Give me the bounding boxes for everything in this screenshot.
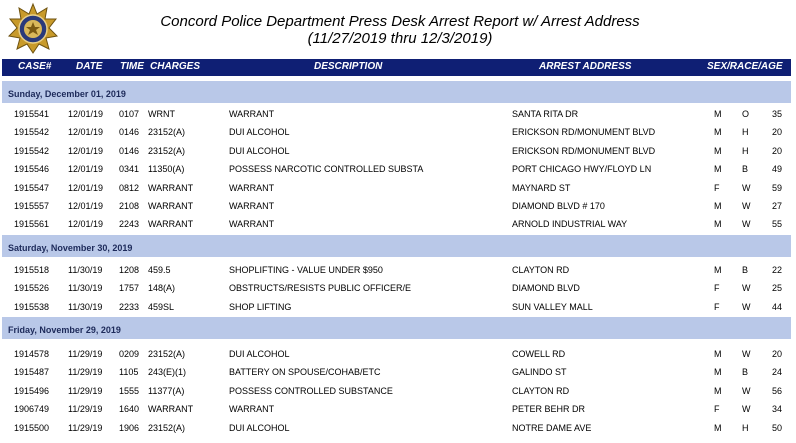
arrest-time-cell: 0146 xyxy=(119,145,140,156)
col-description: DESCRIPTION xyxy=(314,61,383,72)
table-row xyxy=(2,123,791,141)
charge-description-cell: SHOP LIFTING xyxy=(229,301,292,312)
arrest-date-cell: 11/29/19 xyxy=(68,367,103,378)
arrest-address-cell: DIAMOND BLVD # 170 xyxy=(512,201,605,211)
arrest-date-cell: 12/01/19 xyxy=(68,201,104,211)
arrest-date-cell: 11/29/19 xyxy=(68,404,103,415)
case-number-cell: 1915541 xyxy=(14,109,50,119)
charge-code-cell: WARRANT xyxy=(148,404,194,415)
arrest-address-cell: ERICKSON RD/MONUMENT BLVD xyxy=(512,145,656,156)
charge-description-cell: WARRANT xyxy=(229,219,275,230)
arrest-date-cell: 12/01/19 xyxy=(68,219,104,230)
arrest-time-cell: 0107 xyxy=(119,109,140,119)
table-row xyxy=(2,215,791,233)
arrest-address-cell: CLAYTON RD xyxy=(512,265,570,275)
age-cell: 24 xyxy=(772,367,783,378)
charge-code-cell: 243(E)(1) xyxy=(148,367,187,378)
arrest-time-cell: 1640 xyxy=(119,404,140,415)
police-badge-icon xyxy=(4,2,62,54)
group-date-label: Saturday, November 30, 2019 xyxy=(8,243,133,253)
arrest-time-cell: 0146 xyxy=(119,127,140,138)
charge-code-cell: 11350(A) xyxy=(148,164,185,175)
arrest-date-cell: 12/01/19 xyxy=(68,109,104,119)
charge-code-cell: 11377(A) xyxy=(148,385,185,396)
arrest-address-cell: COWELL RD xyxy=(512,349,566,359)
arrest-date-cell: 11/30/19 xyxy=(68,283,103,294)
sex-cell: M xyxy=(714,127,722,138)
arrest-time-cell: 1555 xyxy=(119,385,140,396)
table-row xyxy=(2,105,791,123)
age-cell: 20 xyxy=(772,145,783,156)
table-row xyxy=(2,160,791,178)
case-number-cell: 1915487 xyxy=(14,367,50,378)
arrest-date-cell: 11/29/19 xyxy=(68,422,103,433)
charge-description-cell: DUI ALCOHOL xyxy=(229,145,290,156)
table-row xyxy=(2,400,791,418)
col-time: TIME xyxy=(120,61,144,72)
charge-code-cell: 23152(A) xyxy=(148,349,186,359)
table-row xyxy=(2,197,791,215)
charge-code-cell: 459.5 xyxy=(148,265,171,275)
charge-description-cell: DUI ALCOHOL xyxy=(229,127,290,138)
table-row xyxy=(2,419,791,437)
charge-code-cell: 23152(A) xyxy=(148,127,186,138)
charge-code-cell: WRNT xyxy=(148,109,175,119)
race-cell: B xyxy=(742,164,749,175)
arrest-date-cell: 12/01/19 xyxy=(68,182,104,193)
col-charges: CHARGES xyxy=(150,61,201,72)
sex-cell: M xyxy=(714,422,722,433)
charge-description-cell: WARRANT xyxy=(229,109,275,119)
charge-description-cell: DUI ALCOHOL xyxy=(229,422,290,433)
case-number-cell: 1915561 xyxy=(14,219,50,230)
case-number-cell: 1906749 xyxy=(14,404,50,415)
sex-cell: F xyxy=(714,301,720,312)
arrest-address-cell: SUN VALLEY MALL xyxy=(512,301,593,312)
case-number-cell: 1915542 xyxy=(14,127,50,138)
case-number-cell: 1915542 xyxy=(14,145,50,156)
charge-description-cell: POSSESS NARCOTIC CONTROLLED SUBSTA xyxy=(229,164,424,175)
age-cell: 22 xyxy=(772,265,783,275)
race-cell: W xyxy=(742,219,751,230)
arrest-time-cell: 1906 xyxy=(119,422,140,433)
race-cell: H xyxy=(742,145,749,156)
sex-cell: M xyxy=(714,109,722,119)
sex-cell: M xyxy=(714,145,722,156)
race-cell: W xyxy=(742,349,751,359)
race-cell: W xyxy=(742,301,751,312)
sex-cell: M xyxy=(714,164,722,175)
age-cell: 59 xyxy=(772,182,783,193)
arrest-address-cell: GALINDO ST xyxy=(512,367,567,378)
table-row xyxy=(2,345,791,363)
sex-cell: M xyxy=(714,201,722,211)
race-cell: W xyxy=(742,201,751,211)
charge-description-cell: WARRANT xyxy=(229,201,275,211)
arrest-date-cell: 12/01/19 xyxy=(68,127,104,138)
race-cell: W xyxy=(742,283,751,294)
table-row xyxy=(2,179,791,197)
table-row xyxy=(2,298,791,316)
table-row xyxy=(2,261,791,279)
charge-description-cell: DUI ALCOHOL xyxy=(229,349,290,359)
case-number-cell: 1915557 xyxy=(14,201,50,211)
arrest-date-cell: 12/01/19 xyxy=(68,164,104,175)
race-cell: W xyxy=(742,182,751,193)
charge-code-cell: WARRANT xyxy=(148,201,194,211)
col-case: CASE# xyxy=(18,61,52,72)
arrest-date-cell: 11/29/19 xyxy=(68,385,103,396)
charge-description-cell: POSSESS CONTROLLED SUBSTANCE xyxy=(229,385,393,396)
race-cell: W xyxy=(742,404,751,415)
sex-cell: F xyxy=(714,182,720,193)
case-number-cell: 1915546 xyxy=(14,164,50,175)
arrest-time-cell: 1105 xyxy=(119,367,139,378)
race-cell: B xyxy=(742,367,749,378)
case-number-cell: 1915496 xyxy=(14,385,50,396)
col-sex-race-age: SEX/RACE/AGE xyxy=(707,61,783,72)
table-row xyxy=(2,382,791,400)
sex-cell: M xyxy=(714,265,722,275)
group-header xyxy=(2,235,791,257)
case-number-cell: 1915500 xyxy=(14,422,50,433)
group-header xyxy=(2,81,791,103)
arrest-address-cell: CLAYTON RD xyxy=(512,385,570,396)
case-number-cell: 1915526 xyxy=(14,283,50,294)
arrest-address-cell: DIAMOND BLVD xyxy=(512,283,580,294)
arrest-time-cell: 0341 xyxy=(119,164,140,175)
group-date-label: Friday, November 29, 2019 xyxy=(8,325,121,335)
charge-code-cell: 23152(A) xyxy=(148,422,186,433)
age-cell: 56 xyxy=(772,385,783,396)
race-cell: O xyxy=(742,109,750,119)
age-cell: 55 xyxy=(772,219,783,230)
arrest-address-cell: MAYNARD ST xyxy=(512,182,571,193)
arrest-address-cell: NOTRE DAME AVE xyxy=(512,422,592,433)
group-date-label: Sunday, December 01, 2019 xyxy=(8,89,126,99)
arrest-address-cell: SANTA RITA DR xyxy=(512,109,579,119)
race-cell: B xyxy=(742,265,749,275)
arrest-address-cell: ERICKSON RD/MONUMENT BLVD xyxy=(512,127,656,138)
charge-description-cell: WARRANT xyxy=(229,182,275,193)
arrest-address-cell: ARNOLD INDUSTRIAL WAY xyxy=(512,219,628,230)
arrest-time-cell: 2243 xyxy=(119,219,140,230)
table-row xyxy=(2,279,791,297)
race-cell: W xyxy=(742,385,751,396)
sex-cell: M xyxy=(714,219,722,230)
arrest-time-cell: 2233 xyxy=(119,301,140,312)
arrest-time-cell: 0812 xyxy=(119,182,140,193)
arrest-time-cell: 2108 xyxy=(119,201,140,211)
charge-code-cell: WARRANT xyxy=(148,182,194,193)
report-date-range: (11/27/2019 thru 12/3/2019) xyxy=(307,30,493,47)
charge-code-cell: 459SL xyxy=(148,301,175,312)
age-cell: 44 xyxy=(772,301,783,312)
charge-code-cell: WARRANT xyxy=(148,219,194,230)
case-number-cell: 1915547 xyxy=(14,182,50,193)
age-cell: 34 xyxy=(772,404,783,415)
charge-description-cell: OBSTRUCTS/RESISTS PUBLIC OFFICER/E xyxy=(229,283,412,294)
arrest-date-cell: 11/30/19 xyxy=(68,265,103,275)
table-header xyxy=(2,59,791,76)
age-cell: 50 xyxy=(772,422,783,433)
age-cell: 27 xyxy=(772,201,783,211)
arrest-address-cell: PORT CHICAGO HWY/FLOYD LN xyxy=(512,164,652,175)
charge-description-cell: BATTERY ON SPOUSE/COHAB/ETC xyxy=(229,367,381,378)
charge-description-cell: SHOPLIFTING - VALUE UNDER $950 xyxy=(229,265,383,275)
race-cell: H xyxy=(742,422,749,433)
col-arrest-address: ARREST ADDRESS xyxy=(539,61,632,72)
age-cell: 20 xyxy=(772,349,783,359)
charge-code-cell: 23152(A) xyxy=(148,145,186,156)
report-title: Concord Police Department Press Desk Arrest Report w/ Arrest Address xyxy=(160,13,640,30)
case-number-cell: 1915518 xyxy=(14,265,50,275)
case-number-cell: 1915538 xyxy=(14,301,50,312)
group-header xyxy=(2,317,791,339)
table-row xyxy=(2,363,791,381)
sex-cell: F xyxy=(714,404,720,415)
arrest-date-cell: 12/01/19 xyxy=(68,145,104,156)
age-cell: 35 xyxy=(772,109,783,119)
case-number-cell: 1914578 xyxy=(14,349,50,359)
col-date: DATE xyxy=(76,61,103,72)
race-cell: H xyxy=(742,127,749,138)
age-cell: 25 xyxy=(772,283,783,294)
charge-description-cell: WARRANT xyxy=(229,404,275,415)
arrest-date-cell: 11/29/19 xyxy=(68,349,103,359)
sex-cell: M xyxy=(714,367,722,378)
arrest-time-cell: 0209 xyxy=(119,349,140,359)
arrest-address-cell: PETER BEHR DR xyxy=(512,404,586,415)
age-cell: 49 xyxy=(772,164,783,175)
sex-cell: F xyxy=(714,283,720,294)
arrest-time-cell: 1208 xyxy=(119,265,140,275)
sex-cell: M xyxy=(714,385,722,396)
table-row xyxy=(2,142,791,160)
charge-code-cell: 148(A) xyxy=(148,283,176,294)
sex-cell: M xyxy=(714,349,722,359)
arrest-date-cell: 11/30/19 xyxy=(68,301,103,312)
arrest-time-cell: 1757 xyxy=(119,283,140,294)
age-cell: 20 xyxy=(772,127,783,138)
